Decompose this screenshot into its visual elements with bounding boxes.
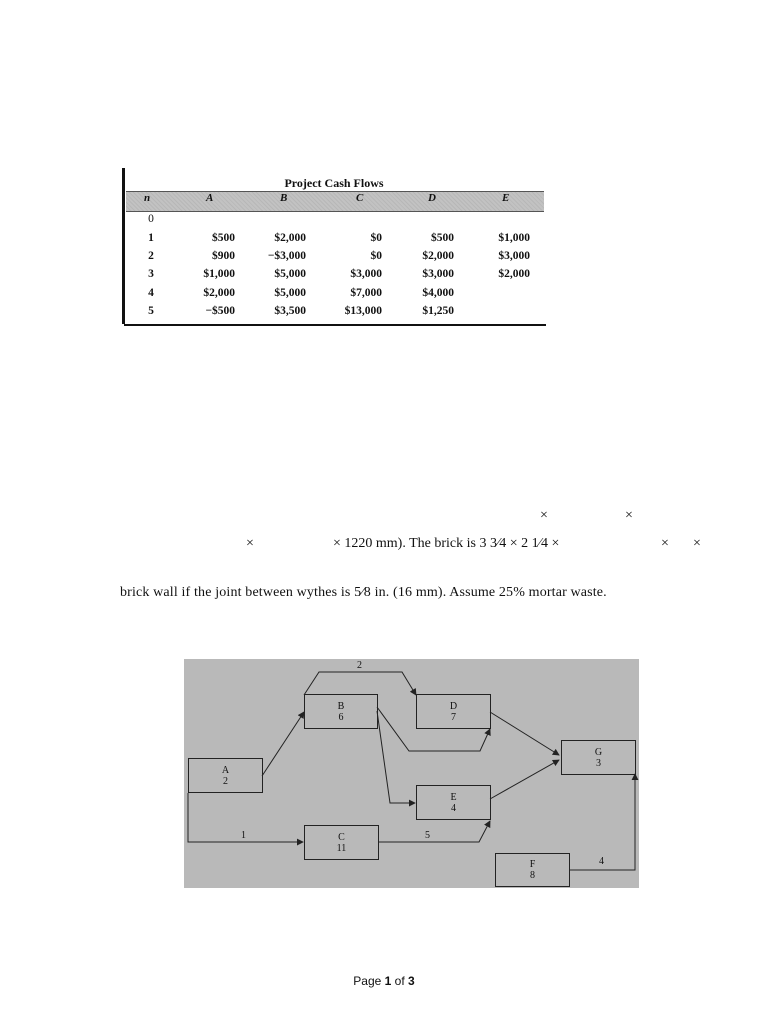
cell-d: $4,000 — [422, 287, 454, 299]
cell-e: $3,000 — [498, 250, 530, 262]
table-title: Project Cash Flows — [284, 176, 384, 190]
brick-wall-paragraph: brick wall if the joint between wythes is 5⁄8 in. (16 mm). Assume 25% mortar waste. — [120, 585, 607, 600]
node-duration: 6 — [338, 712, 344, 723]
edge-a-b — [262, 712, 304, 776]
node-d — [416, 694, 491, 729]
node-label: C — [338, 832, 345, 843]
cell-a: $900 — [212, 250, 235, 262]
footer-total-pages: 3 — [408, 974, 415, 988]
node-label: G — [594, 747, 603, 758]
cell-d: $2,000 — [422, 250, 454, 262]
header-e: E — [502, 192, 510, 204]
header-a: A — [206, 192, 214, 204]
cell-c: $0 — [370, 250, 382, 262]
node-c — [304, 825, 379, 860]
header-n: n — [144, 192, 151, 204]
header-c: C — [356, 192, 364, 204]
times-symbol: × — [661, 536, 669, 551]
node-a — [188, 758, 263, 793]
edge-d-g — [490, 712, 559, 755]
node-b — [304, 694, 378, 729]
edge-e-g — [490, 760, 559, 799]
cell-c: $0 — [370, 232, 382, 244]
node-duration: 7 — [451, 712, 456, 723]
cell-d: $1,250 — [422, 305, 454, 317]
cell-n: 5 — [148, 305, 154, 317]
node-label: D — [449, 701, 458, 712]
lag-label-b-d: 2 — [357, 660, 362, 671]
cash-flow-table — [122, 168, 546, 328]
table-left-rule — [122, 168, 125, 324]
cell-c: $13,000 — [344, 305, 382, 317]
edge-b-e — [377, 711, 415, 803]
cell-e: $1,000 — [498, 232, 530, 244]
cell-a: $1,000 — [203, 268, 235, 280]
header-b: B — [280, 192, 288, 204]
lag-label-a-c: 1 — [241, 830, 246, 841]
cell-a: $500 — [212, 232, 235, 244]
times-symbol: × — [625, 508, 633, 523]
brick-dimensions-text: × 1220 mm). The brick is 3 3⁄4 × 2 1⁄4 × — [333, 536, 560, 551]
cell-b: $3,500 — [274, 305, 306, 317]
footer-middle: of — [391, 974, 409, 988]
table-bottom-rule — [124, 324, 546, 326]
cell-d: $3,000 — [422, 268, 454, 280]
node-duration: 11 — [336, 843, 347, 854]
times-symbol: × — [693, 536, 701, 551]
cell-a: −$500 — [205, 305, 235, 317]
node-duration: 2 — [223, 776, 228, 787]
cell-b: $5,000 — [274, 287, 306, 299]
node-duration: 3 — [596, 758, 601, 769]
node-label: F — [529, 859, 536, 870]
cell-c: $3,000 — [350, 268, 382, 280]
cell-a: $2,000 — [203, 287, 235, 299]
table-header-band — [126, 191, 544, 212]
node-e — [416, 785, 491, 820]
cell-e: $2,000 — [498, 268, 530, 280]
cell-b: $5,000 — [274, 268, 306, 280]
cell-b: −$3,000 — [267, 250, 306, 262]
cell-c: $7,000 — [350, 287, 382, 299]
lag-label-f-g: 4 — [599, 856, 604, 867]
edge-b-d-lag — [304, 672, 416, 695]
cell-n: 1 — [148, 232, 154, 244]
cell-n: 4 — [148, 287, 154, 299]
cell-b: $2,000 — [274, 232, 306, 244]
times-symbol: × — [540, 508, 548, 523]
cell-n: 2 — [148, 250, 154, 262]
lag-label-c-e: 5 — [425, 830, 430, 841]
footer-current-page: 1 — [384, 974, 392, 988]
cell-d: $500 — [431, 232, 454, 244]
cell-n: 0 — [148, 213, 154, 225]
node-label: E — [450, 792, 457, 803]
cell-n: 3 — [148, 268, 154, 280]
node-duration: 4 — [451, 803, 456, 814]
node-g — [561, 740, 636, 775]
node-label: B — [337, 701, 345, 712]
footer-prefix: Page — [353, 974, 385, 988]
node-label: A — [221, 765, 230, 776]
node-duration: 8 — [530, 870, 535, 881]
header-d: D — [428, 192, 436, 204]
page-footer — [0, 974, 768, 988]
precedence-network-diagram — [184, 659, 639, 888]
times-symbol: × — [246, 536, 254, 551]
edge-c-e — [378, 821, 490, 842]
node-f — [495, 853, 570, 887]
